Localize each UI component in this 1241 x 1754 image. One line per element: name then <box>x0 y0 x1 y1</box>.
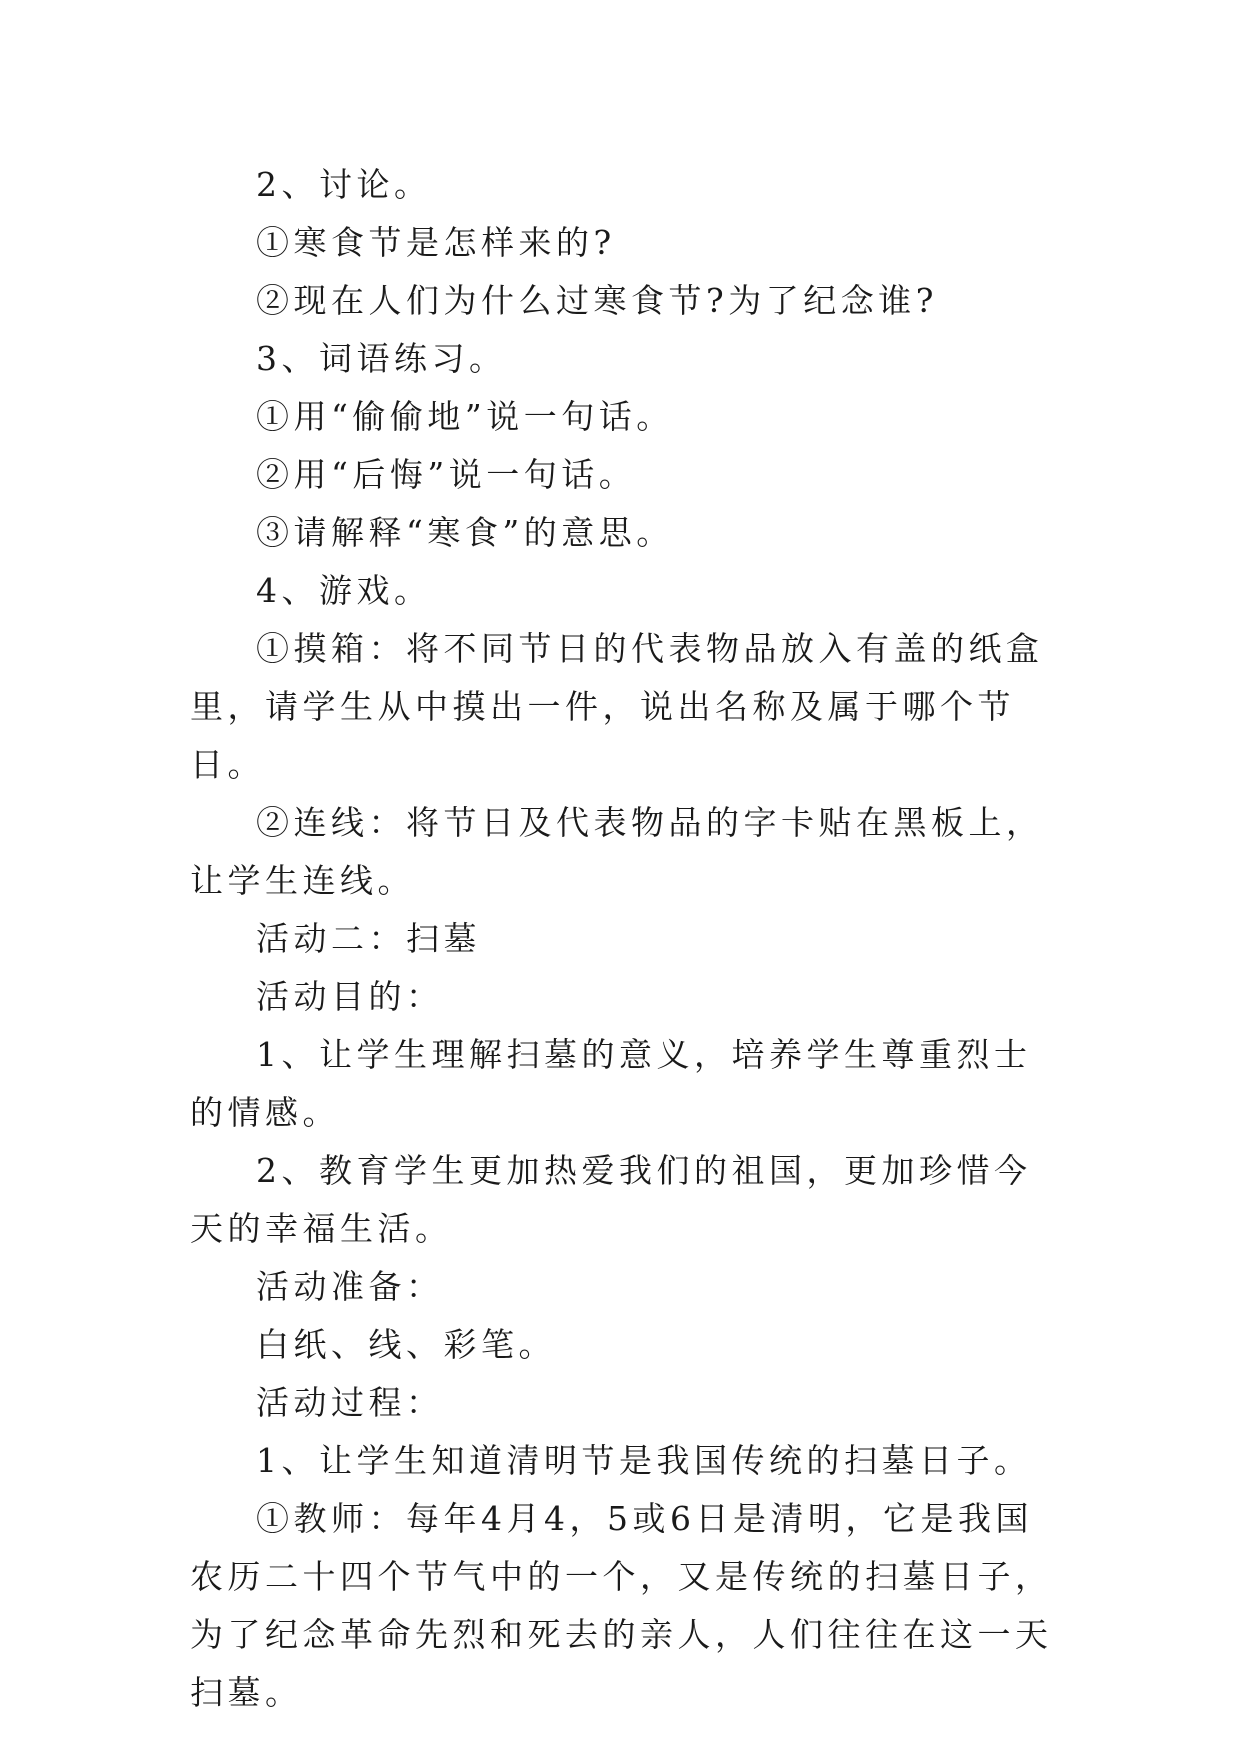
paragraph-question-1: ①寒食节是怎样来的? <box>256 223 616 262</box>
paragraph-discussion-heading: 2、讨论。 <box>256 165 432 204</box>
paragraph-word-practice-heading: 3、词语练习。 <box>256 339 507 378</box>
paragraph-game-heading: 4、游戏。 <box>256 571 432 610</box>
paragraph-question-2: ②现在人们为什么过寒食节?为了纪念谁? <box>256 281 938 320</box>
paragraph-word-practice-1: ①用“偷偷地”说一句话。 <box>256 397 674 436</box>
paragraph-activity-prep-items: 白纸、线、彩笔。 <box>256 1325 556 1364</box>
paragraph-game-matching: ②连线：将节日及代表物品的字卡贴在黑板上，让学生连线。 <box>190 803 1044 900</box>
paragraph-activity-prep-heading: 活动准备： <box>256 1267 444 1306</box>
paragraph-activity-goal-2: 2、教育学生更加热爱我们的祖国，更加珍惜今天的幸福生活。 <box>190 1151 1032 1248</box>
paragraph-activity-goal-heading: 活动目的： <box>256 977 444 1016</box>
paragraph-teacher-explanation: ①教师：每年4月4，5或6日是清明，它是我国农历二十四个节气中的一个，又是传统的扫墓日子，为了纪念革命先烈和死去的亲人，人们往往在这一天扫墓。 <box>190 1499 1053 1712</box>
paragraph-activity-goal-1: 1、让学生理解扫墓的意义，培养学生尊重烈士的情感。 <box>190 1035 1032 1132</box>
paragraph-activity-process-heading: 活动过程： <box>256 1383 444 1422</box>
paragraph-activity-process-1: 1、让学生知道清明节是我国传统的扫墓日子。 <box>256 1441 1032 1480</box>
paragraph-word-practice-3: ③请解释“寒食”的意思。 <box>256 513 674 552</box>
paragraph-word-practice-2: ②用“后悔”说一句话。 <box>256 455 637 494</box>
document-body <box>190 156 1062 1722</box>
paragraph-game-touch-box: ①摸箱：将不同节日的代表物品放入有盖的纸盒里，请学生从中摸出一件，说出名称及属于哪个节日。 <box>190 629 1044 784</box>
paragraph-activity-two-title: 活动二：扫墓 <box>256 919 481 958</box>
